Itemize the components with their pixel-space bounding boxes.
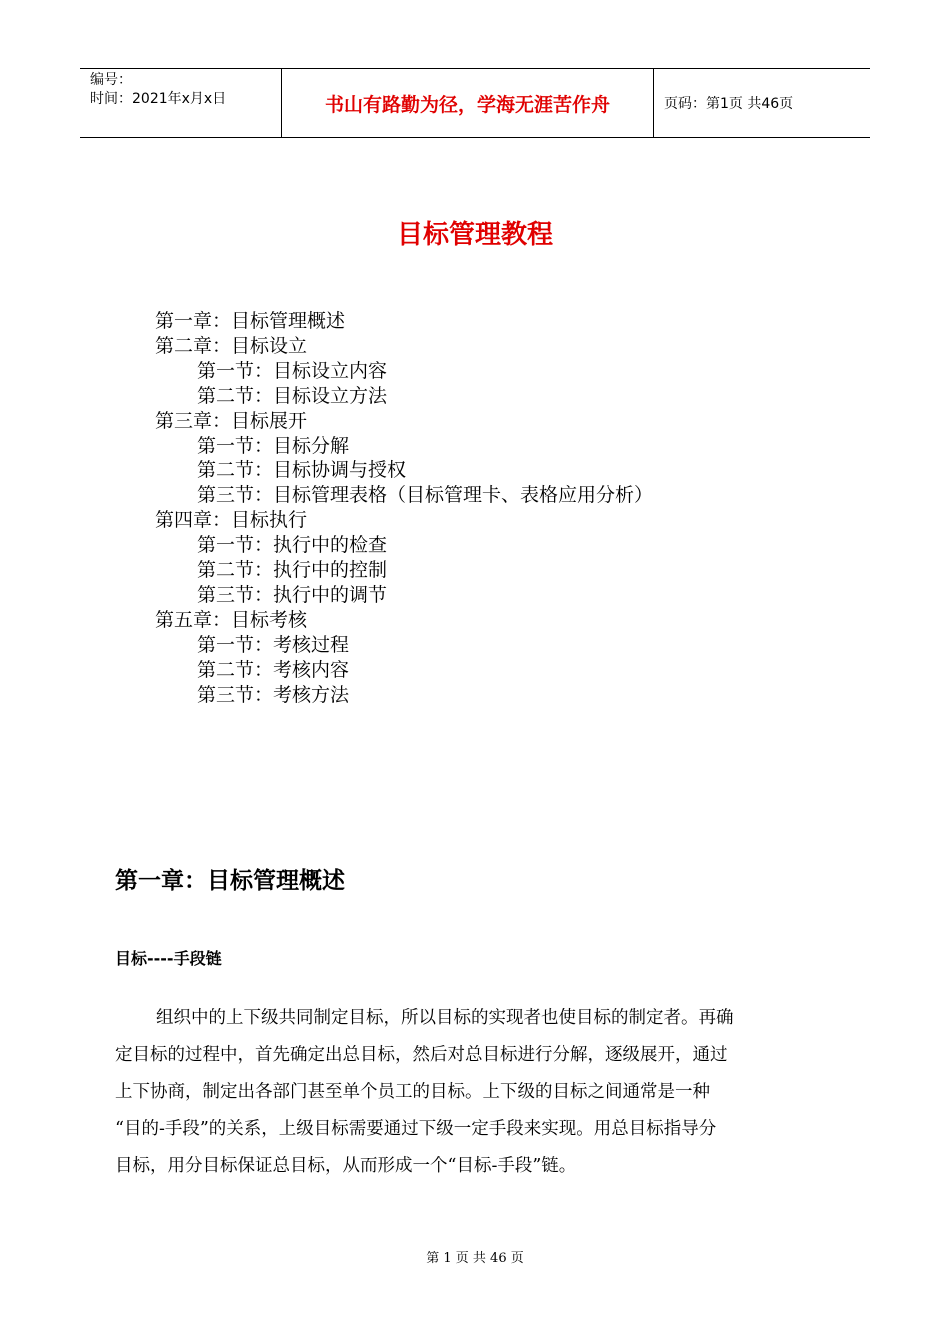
paragraph-line: 上下协商，制定出各部门甚至单个员工的目标。上下级的目标之间通常是一种 — [115, 1082, 710, 1102]
paragraph-line: 定目标的过程中，首先确定出总目标，然后对总目标进行分解，逐级展开，通过 — [115, 1045, 728, 1065]
toc-section-entry: 第三节：目标管理表格（目标管理卡、表格应用分析） — [197, 484, 654, 507]
section-heading: 目标----手段链 — [115, 949, 222, 968]
toc-section-entry: 第三节：执行中的调节 — [197, 583, 388, 606]
header-motto: 书山有路勤为径，学海无涯苦作舟 — [282, 69, 654, 137]
header-meta-cell — [80, 69, 282, 137]
toc-section-entry: 第二节：执行中的控制 — [197, 559, 388, 582]
toc-chapter-entry: 第三章：目标展开 — [155, 409, 308, 432]
paragraph-line: “目的-手段”的关系，上级目标需要通过下级一定手段来实现。用总目标指导分 — [115, 1119, 717, 1139]
chapter-heading: 第一章：目标管理概述 — [115, 868, 345, 894]
paragraph-line: 组织中的上下级共同制定目标，所以目标的实现者也使目标的制定者。再确 — [156, 1008, 734, 1028]
time-label: 时间：2021年x月x日 — [90, 91, 227, 107]
body-paragraph — [115, 1000, 840, 1185]
serial-label: 编号： — [90, 72, 132, 88]
toc-section-entry: 第一节：考核过程 — [197, 633, 350, 656]
toc-section-entry: 第一节：执行中的检查 — [197, 534, 388, 557]
toc-chapter-entry: 第四章：目标执行 — [155, 509, 308, 532]
toc-section-entry: 第一节：目标分解 — [197, 434, 350, 457]
paragraph-line: 目标，用分目标保证总目标，从而形成一个“目标-手段”链。 — [115, 1156, 577, 1176]
toc-section-entry: 第二节：目标协调与授权 — [197, 459, 407, 482]
toc-section-entry: 第二节：目标设立方法 — [197, 384, 388, 407]
toc-chapter-entry: 第一章：目标管理概述 — [155, 310, 346, 332]
toc-section-entry: 第二节：考核内容 — [197, 658, 350, 681]
toc-section-entry: 第一节：目标设立内容 — [197, 359, 388, 382]
document-title: 目标管理教程 — [396, 220, 553, 250]
toc-section-entry: 第三节：考核方法 — [197, 683, 350, 706]
page-header — [80, 68, 870, 138]
toc-chapter-entry: 第五章：目标考核 — [155, 608, 308, 631]
page-footer: 第 1 页 共 46 页 — [426, 1251, 524, 1266]
toc-chapter-entry: 第二章：目标设立 — [155, 334, 308, 357]
header-page-info: 页码：第1页 共46页 — [664, 96, 794, 112]
table-of-contents — [155, 309, 653, 708]
